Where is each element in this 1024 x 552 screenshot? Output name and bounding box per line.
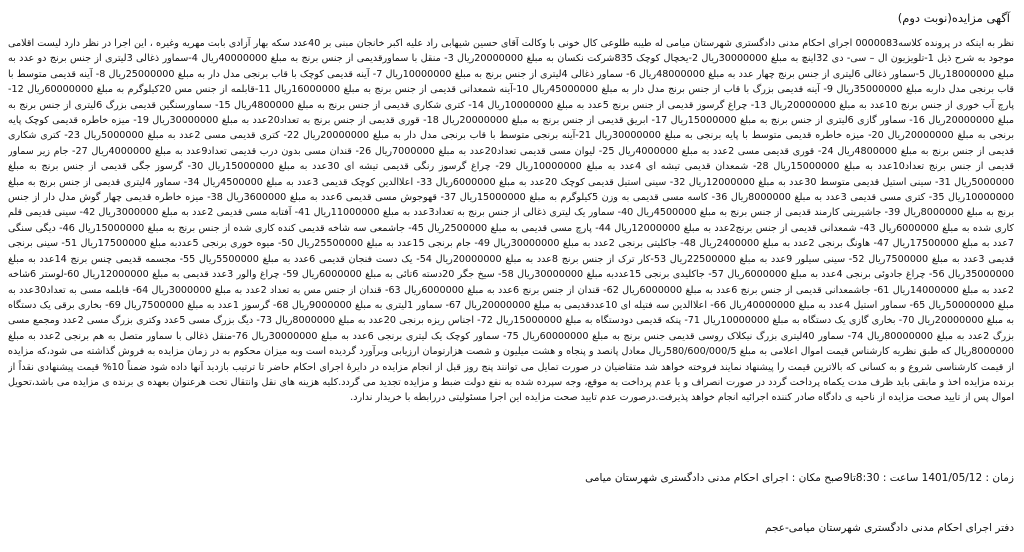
notice-title: آگهی مزایده(نوبت دوم) [897, 11, 1010, 25]
notice-time-place: زمان : 1401/05/12 ساعت : 8:30تا9صبح مکان : اجرای احکام مدنی دادگستری شهرستان میامی [585, 472, 1014, 484]
notice-issuer: دفتر اجرای احکام مدنی دادگستری شهرستان میامی-عجم [764, 522, 1014, 534]
notice-body: نظر به اینکه در پرونده کلاسه0000083 اجرای احکام مدنی دادگستری شهرستان میامی له طیبه طلوعی کال خونی با وکالت آقای حسین شیهابی راد علیه اکبر خانجان مبنی بر 40عدد سکه بهار آزادی بابت مهریه وغیره ، این اجرا در نظر دارد لیست اقلامی موجود به شرح ذیل 1-تلویزیون ال – سی- دی 32اینچ به مبلغ 30000000ریال 2-یخچال کوچک 835شرکت نکسان به مبلغ 20000000ریال 3- منقل با سماورقدیمی از جنس برنج به مبلغ 40000000ریال 4-سماور ذغالی 3لیتری از جنس برنج دو عدد به مبلغ 18000000ریال 5-سماور ذغالی 6لیتری از جنس برنج چهار عدد به مبلغ 48000000ریال 6- سماور ذغالی 4لیتری از جنس برنج به مبلغ 10000000ریال 7- آینه قدیمی کوچک با قاب برنجی مدل دار به مبلغ 25000000ریال 8- آینه قدیمی متوسط با قاب برنجی مدل داربه مبلغ 35000000ریال 9- آینه قدیمی بزرگ با قاب از جنس برنج مدل دار به مبلغ 45000000ریال 10-آینه شمعدانی قدیمی از جنس برنج به مبلغ 16000000ریال 11-قابلمه از جنس مس 20کیلوگرم به مبلغ 60000000ریال 12- پارچ آب خوری از جنس برنج 10عدد به مبلغ 20000000ریال 13- چراغ گرسوز قدیمی از جنس برنج 5عدد به مبلغ 10000000ریال 14- کتری شکاری قدیمی از جنس برنج به مبلغ 4800000ریال 15- سماورسنگین قدیمی بزرگ 6لیتری از جنس برنج به مبلغ 20000000ریال 16- سماور گازی 6لیتری از جنس برنج به مبلغ 15000000ریال 17- ابریق قدیمی از جنس برنج به مبلغ 20000000ریال 18- قوری قدیمی از جنس برنج به تعداد20عدد به مبلغ 30000000ریال 19- میزه خاطره قدیمی کوچک پایه برنجی به مبلغ 20000000ریال 20- میزه خاطره قدیمی متوسط با پایه برنجی به مبلغ 30000000ریال 21-آینه برنجی متوسط با قاب برنجی مدل دار به مبلغ 20000000ریال 22- کتری قدیمی مسی 2عدد به مبلغ 5000000ریال 23- کتری شکاری قدیمی از جنس برنج به مبلغ 4800000ریال 24- قوری قدیمی مسی 2عدد به مبلغ 4000000ریال 25- لیوان مسی قدیمی تعداد20عدد به مبلغ 7000000ریال 26- قندان مسی بدون درب قدیمی تعداد9عدد به مبلغ 4000000ریال 27- جام زیر سماور قدیمی از جنس برنج تعداد10عدد به مبلغ 15000000ریال 28- شمعدان قدیمی تیشه ای 4عدد به مبلغ 10000000ریال 29- چراغ گرسوز رنگی قدیمی تیشه ای 30عدد به مبلغ 15000000ریال 30- گرسوز جگی قدیمی از جنس برنج به مبلغ 5000000ریال 31- سینی استیل قدیمی متوسط 30عدد به مبلغ 12000000ریال 32- سینی استیل قدیمی کوچک 20عدد به مبلغ 6000000ریال 33- اعلاالدین کوچک قدیمی 3عدد به مبلغ 4500000ریال 34- سماور 4لیتری قدیمی از جنس برنج به مبلغ 10000000ریال 35- کتری مسی قدیمی 3عدد به مبلغ 8000000ریال 36- کاسه مسی قدیمی به وزن 5کیلوگرم به مبلغ 15000000ریال 37- قهوجوش مسی قدیمی 6عدد به مبلغ 3600000ریال 38- میزه خاطره قدیمی چهار گوش مدل دار از جنس برنج به مبلغ 8000000ریال 39- جاشیرینی کارمند قدیمی از جنس برنج به مبلغ 4500000ریال 40- سماور یک لیتری ذغالی از جنس برنج به تعداد3عدد به مبلغ 11000000ریال 41- آفتابه مسی قدیمی 2عدد به مبلغ 3000000ریال 42- سینی قدیمی قلم کاری شده به مبلغ 6000000ریال 43- شمعدانی قدیمی از جنس برنج2عدد به مبلغ 12000000ریال 44- پارچ مسی قدیمی به مبلغ 2500000ریال 45- جاشمعی سه شاخه قدیمی کنده کاری شده از جنس برنج به مبلغ 15000000ریال 46- دیگی سنگی 7عدد به مبلغ 17500000ریال 47- هاونگ برنجی 2عدد به مبلغ 2400000ریال 48- جاکلیتی برنجی 2عدد به مبلغ 30000000ریال 49- جام برنجی 15عدد به مبلغ 25500000ریال 50- میوه خوری برنجی 5عددبه مبلغ 17500000ریال 51- سینی برنجی قدیمی 3عدد به مبلغ 7500000ریال 52- سینی سیلور 9عدد به مبلغ 22500000ریال 53-کار ترک از جنس برنج 8عدد به مبلغ 20000000ریال 54- یک دست فنجان قدیمی 6عدد به مبلغ 5500000ریال 55- مجسمه قدیمی چنس برنج 14عدد به مبلغ 35000000ریال 56- چراغ جادوئی برنجی 4عدد به مبلغ 6000000ریال 57- جاکلیدی برنجی 15عددبه مبلغ 30000000ریال 58- سیخ جگر 20دسته 6تائی به مبلغ 6000000ریال 59- چراغ والور 3عدد قدیمی به مبلغ 12000000ریال 60-لوستر 6شاخه 2عدد به مبلغ 14000000ریال 61- جاشمعدانی قدیمی از جنس برنج 6عدد به مبلغ 6000000ریال 62- قندان از جنس برنج 6عدد به مبلغ 6000000ریال 63- قندان از جنس مس به تعداد 2عدد به مبلغ 3000000ریال 64- قابلمه مسی به تعداد30عدد به مبلغ 50000000ریال 65- سماور استیل 4عدد به مبلغ 40000000ریال 66- اعلاالدین سه فتیله ای 10عددقدیمی به مبلغ 20000000ریال 67- سماور 1لیتری به مبلغ 9000000ریال 68- گرسوز 1عدد به مبلغ 7500000ریال 69- بخاری برقی یک دستگاه به مبلغ 20000000ریال 70- بخاری گازی یک دستگاه به مبلغ 10000000ریال 71- پنکه قدیمی دودستگاه به مبلغ 15000000ریال 72- اجناس ریزه برنجی 20عدد به مبلغ 8000000ریال 73- دیگ بزرگ مسی 5عدد وکتری بزرگ مسی 2عدد ومجمع مسی بزرگ 2عدد به مبلغ 80000000ریال 74- سماور 40لیتری بزرگ نیکلاک روسی قدیمی جنس برنج به مبلغ 60000000ریال 75- سماور کوچک یک لیتری برنجی 6عدد به مبلغ 30000000ریال 76-منقل ذغالی با سماور متصل به هم برنجی 2عدد به مبلغ 8000000ریال که طبق نظریه کارشناس قیمت اموال اعلامی به مبلغ 580/600/000/5ریال معادل پانصد و پنجاه و هشت میلیون و شصت هزارتومان ارزیابی وبرآورد گردیده است وبه میزان محکوم به در زمان مزایده به فروش گذاشته می شود،که مزایده از قیمت کارشناسی شروع و به کسانی که بالاترین قیمت را پیشنهاد نمایند فروخته خواهد شد متقاضیان در صورت تمایل می توانند پنج روز قبل از انجام مزایده در دایرۀ اجرای احکام حاضر تا ترتیب بازدید آنها داده شود ضمناً 10% قیمت پیشنهادی نقداً از برنده مزایده اخذ و مابقی باید ظرف مدت یکماه پرداخت گردد در صورت انصراف و یا عدم پرداخت به موقع، وجه سپرده شده به نفع دولت ضبط و مزایده تجدید می گردد.کلیه هزینه های نقل وانتقال تحت هرعنوان بعهده ی برنده ی مزایده می باشد،تحویل اموال پس از تایید صحت مزایده از ناحیه ی دادگاه صادر کننده اجرائیه انجام خواهد پذیرفت.درصورت عدم تایید صحت مزایده این اجرا مسئولیتی دررابطه با خریدار ندارد. [8, 38, 1014, 404]
